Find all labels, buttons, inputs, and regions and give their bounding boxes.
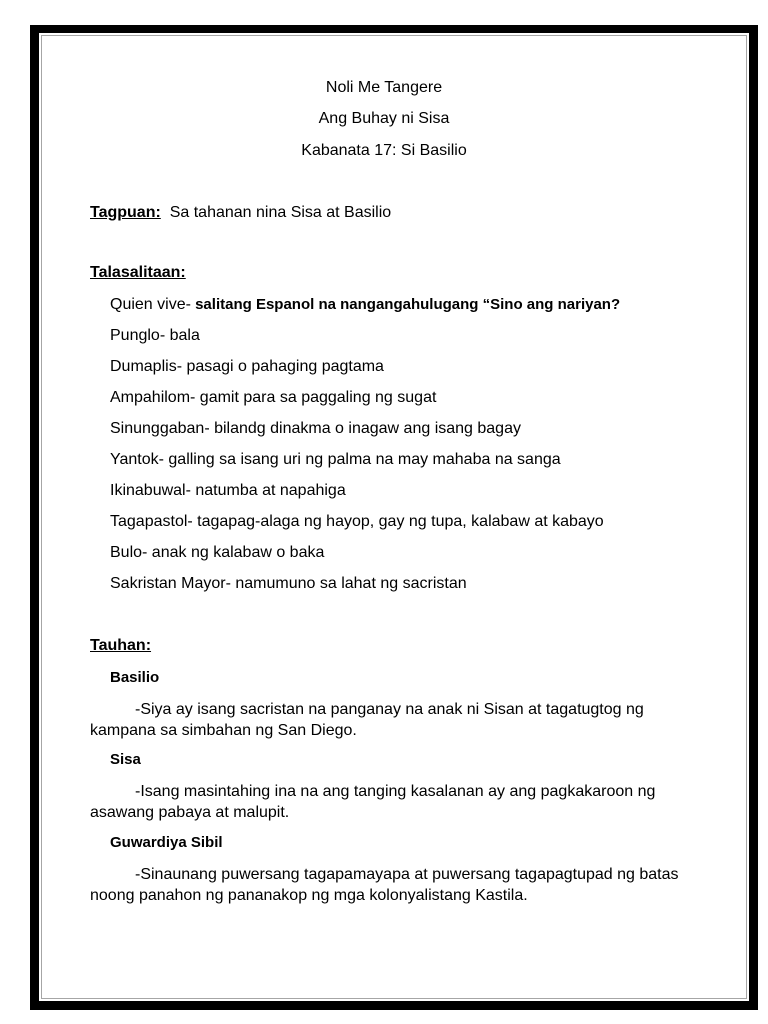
vocab-term: Tagapastol- [110,513,193,530]
vocab-term: Ampahilom- [110,389,196,406]
vocab-term: Punglo- [110,327,166,344]
tauhan-label: Tauhan: [90,637,152,654]
character-name: Basilio [110,669,160,686]
vocab-definition: tagapag-alaga ng hayop, gay ng tupa, kalabaw at kabayo [192,513,604,530]
character-description [90,864,690,906]
vocab-definition: galling sa isang uri ng palma na may mahaba na sanga [163,451,561,468]
vocab-definition: namumuno sa lahat ng sacristan [230,575,467,592]
vocab-item [110,512,604,532]
tagpuan-section [90,203,391,223]
vocab-definition: anak ng kalabaw o baka [147,544,325,561]
vocab-term: Yantok- [110,451,164,468]
document-subtitle: Ang Buhay ni Sisa [318,110,450,127]
character-name: Sisa [110,751,141,768]
vocab-definition: salitang Espanol na nangangahulugang “Sino ang nariyan? [190,296,621,313]
vocab-definition: natumba at napahiga [190,482,346,499]
vocab-term: Ikinabuwal- [110,482,191,499]
vocab-item [110,543,324,563]
vocab-definition: gamit para sa paggaling ng sugat [195,389,437,406]
vocab-item [110,357,384,377]
tagpuan-label: Tagpuan: [90,204,161,221]
vocab-definition: bala [165,327,200,344]
vocab-item [110,574,467,594]
vocab-item [110,295,620,315]
character-description [90,781,690,823]
character-description-text: -Siya ay isang sacristan na panganay na anak ni Sisan at tagatugtog ng kampana sa simbahan ng San Diego. [90,701,644,739]
tagpuan-text: Sa tahanan nina Sisa at Basilio [169,204,392,221]
vocab-definition: bilandg dinakma o inagaw ang isang bagay [209,420,521,437]
character-description-text: -Isang masintahing ina na ang tanging kasalanan ay ang pagkakaroon ng asawang pabaya at malupit. [90,783,656,821]
vocab-item [110,326,200,346]
chapter-title: Kabanata 17: Si Basilio [301,142,467,159]
character-name: Guwardiya Sibil [110,834,223,851]
vocab-term: Quien vive- [110,296,191,313]
vocab-item [110,481,346,501]
character-description [90,699,690,741]
vocab-term: Dumaplis- [110,358,183,375]
vocab-definition: pasagi o pahaging pagtama [182,358,384,375]
vocab-term: Bulo- [110,544,148,561]
vocab-item [110,450,561,470]
character-description-text: -Sinaunang puwersang tagapamayapa at puwersang tagapagtupad ng batas noong panahon ng pananakop ng mga kolonyalistang Kastila. [90,866,679,904]
vocab-item [110,419,521,439]
vocab-item [110,388,436,408]
vocab-term: Sinunggaban- [110,420,210,437]
talasalitaan-label: Talasalitaan: [90,264,186,281]
document-title: Noli Me Tangere [325,79,443,96]
vocab-term: Sakristan Mayor- [110,575,231,592]
